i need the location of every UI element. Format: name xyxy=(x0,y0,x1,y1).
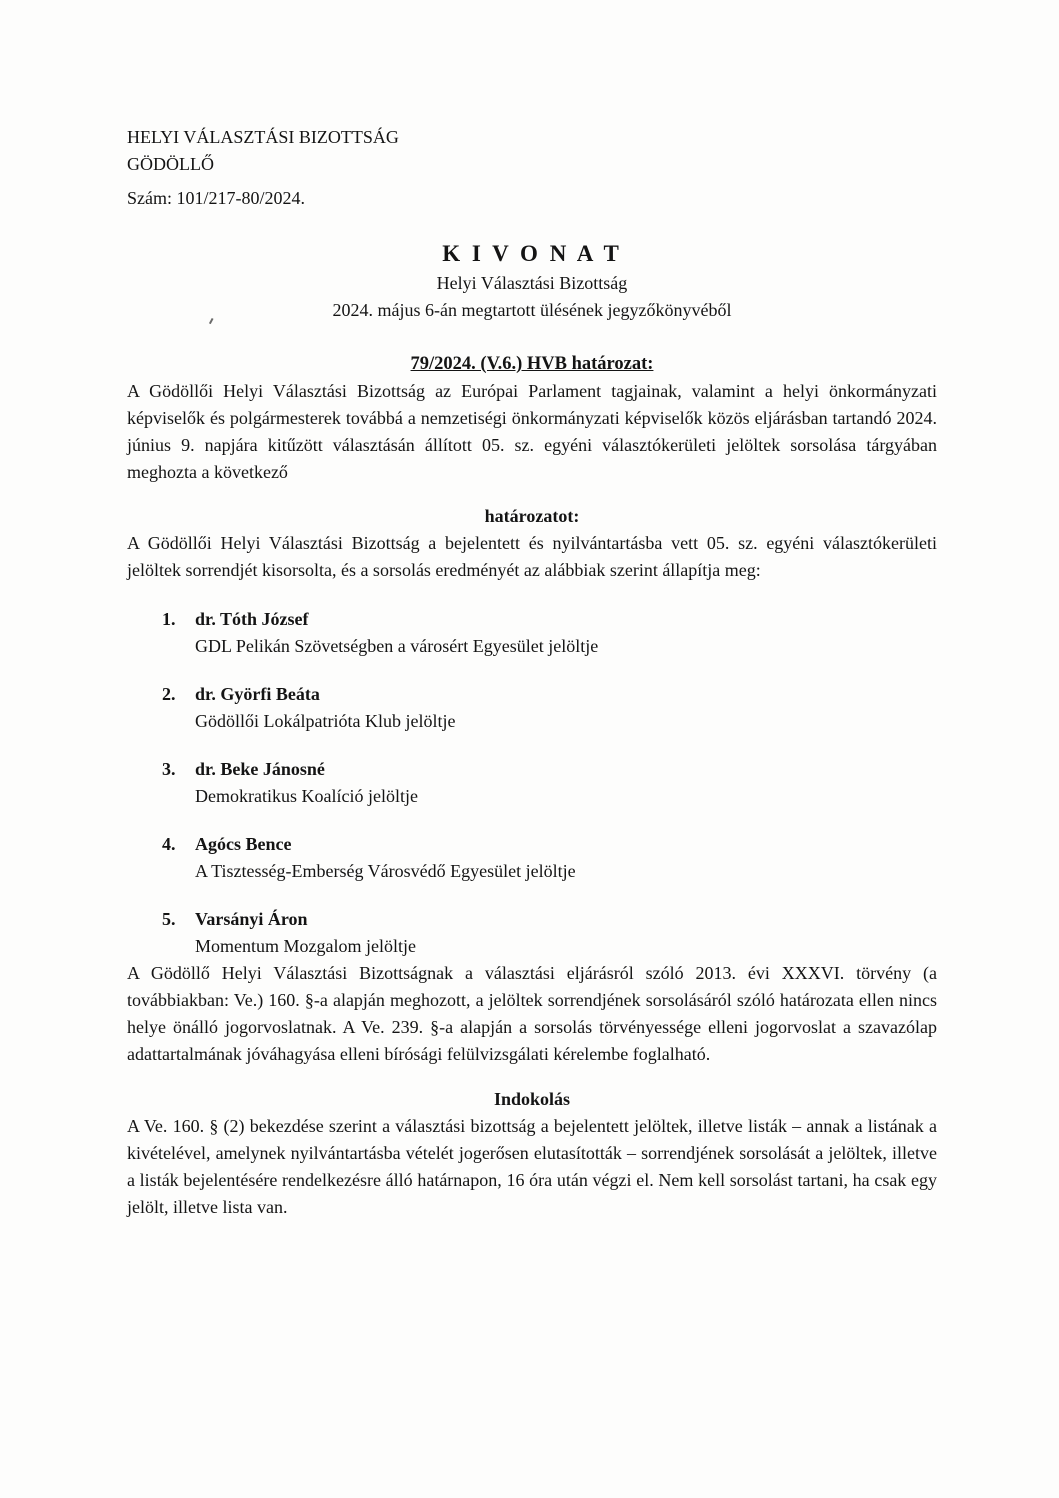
candidate-number: 2. xyxy=(162,684,176,704)
decision-number-heading: 79/2024. (V.6.) HVB határozat: xyxy=(410,354,654,374)
hatarozatot-heading: határozatot: xyxy=(484,506,580,526)
candidate-nominator: Momentum Mozgalom jelöltje xyxy=(195,936,416,956)
candidate-name: Agócs Bence xyxy=(195,834,292,854)
candidate-item-1 xyxy=(162,606,937,660)
org-name: HELYI VÁLASZTÁSI BIZOTTSÁG xyxy=(127,127,399,147)
org-city: GÖDÖLLŐ xyxy=(127,154,214,174)
candidate-name: dr. Tóth József xyxy=(195,609,309,629)
candidate-number: 3. xyxy=(162,759,176,779)
candidate-item-3 xyxy=(162,756,937,810)
title-committee: Helyi Választási Bizottság xyxy=(436,273,628,293)
candidate-item-4 xyxy=(162,831,937,885)
candidate-item-5 xyxy=(162,906,937,960)
decision-body-paragraph: A Gödöllői Helyi Választási Bizottság a bejelentett és nyilvántartásba vett 05. sz. egyéni választókerületi jelöltek sorrendjét kisorsolta, és a sorsolás eredményét az alábbiak szerint állapítja meg: xyxy=(127,533,937,580)
legal-remedy-paragraph: A Gödöllő Helyi Választási Bizottságnak a választási eljárásról szóló 2013. évi XXXVI. törvény (a továbbiakban: Ve.) 160. §-a alapján meghozott, a jelöltek sorrendjének sorsolásáról szóló határozata ellen nincs helye önálló jogorvoslatnak. A Ve. 239. §-a alapján a sorsolás törvényessége elleni jogorvoslat a szavazólap adattartalmának jóváhagyása elleni bírósági felülvizsgálati kérelembe foglalható. xyxy=(127,963,937,1064)
candidate-nominator: Demokratikus Koalíció jelöltje xyxy=(195,786,418,806)
indokolas-paragraph: A Ve. 160. § (2) bekezdése szerint a választási bizottság a bejelentett jelöltek, illetve listák – annak a listának a kivételével, amelynek nyilvántartásba vételét jogerősen elutasították – sorrendjének sorsolását a jelöltek, illetve a listák bejelentésére rendelkezésre álló határnapon, 16 óra után végzi el. Nem kell sorsolást tartani, ha csak egy jelölt, illetve lista van. xyxy=(127,1116,937,1217)
document-title: K I V O N A T xyxy=(442,241,622,266)
candidate-name: Varsányi Áron xyxy=(195,909,308,929)
candidate-number: 4. xyxy=(162,834,176,854)
candidate-nominator: Gödöllői Lokálpatrióta Klub jelöltje xyxy=(195,711,456,731)
intro-paragraph: A Gödöllői Helyi Választási Bizottság az Európai Parlament tagjainak, valamint a helyi önkormányzati képviselők és polgármesterek továbbá a nemzetiségi önkormányzati képviselők közös eljárásban tartandó 2024. június 9. napjára kitűzött választásán állított 05. sz. egyéni választókerületi jelöltek sorsolása tárgyában meghozta a következő xyxy=(127,381,937,482)
candidate-name: dr. Györfi Beáta xyxy=(195,684,320,704)
candidate-name: dr. Beke Jánosné xyxy=(195,759,325,779)
title-session-date: 2024. május 6-án megtartott ülésének jegyzőkönyvéből xyxy=(332,300,732,320)
document-header xyxy=(127,124,937,212)
candidate-item-2 xyxy=(162,681,937,735)
candidate-nominator: GDL Pelikán Szövetségben a városért Egyesület jelöltje xyxy=(195,636,599,656)
candidate-number: 5. xyxy=(162,909,176,929)
document-number: Szám: 101/217-80/2024. xyxy=(127,188,305,208)
candidate-list xyxy=(127,606,937,960)
candidate-nominator: A Tisztesség-Emberség Városvédő Egyesület jelöltje xyxy=(195,861,576,881)
indokolas-heading: Indokolás xyxy=(493,1089,571,1109)
candidate-number: 1. xyxy=(162,609,176,629)
title-block xyxy=(127,238,937,324)
scan-artifact-mark xyxy=(209,318,217,326)
